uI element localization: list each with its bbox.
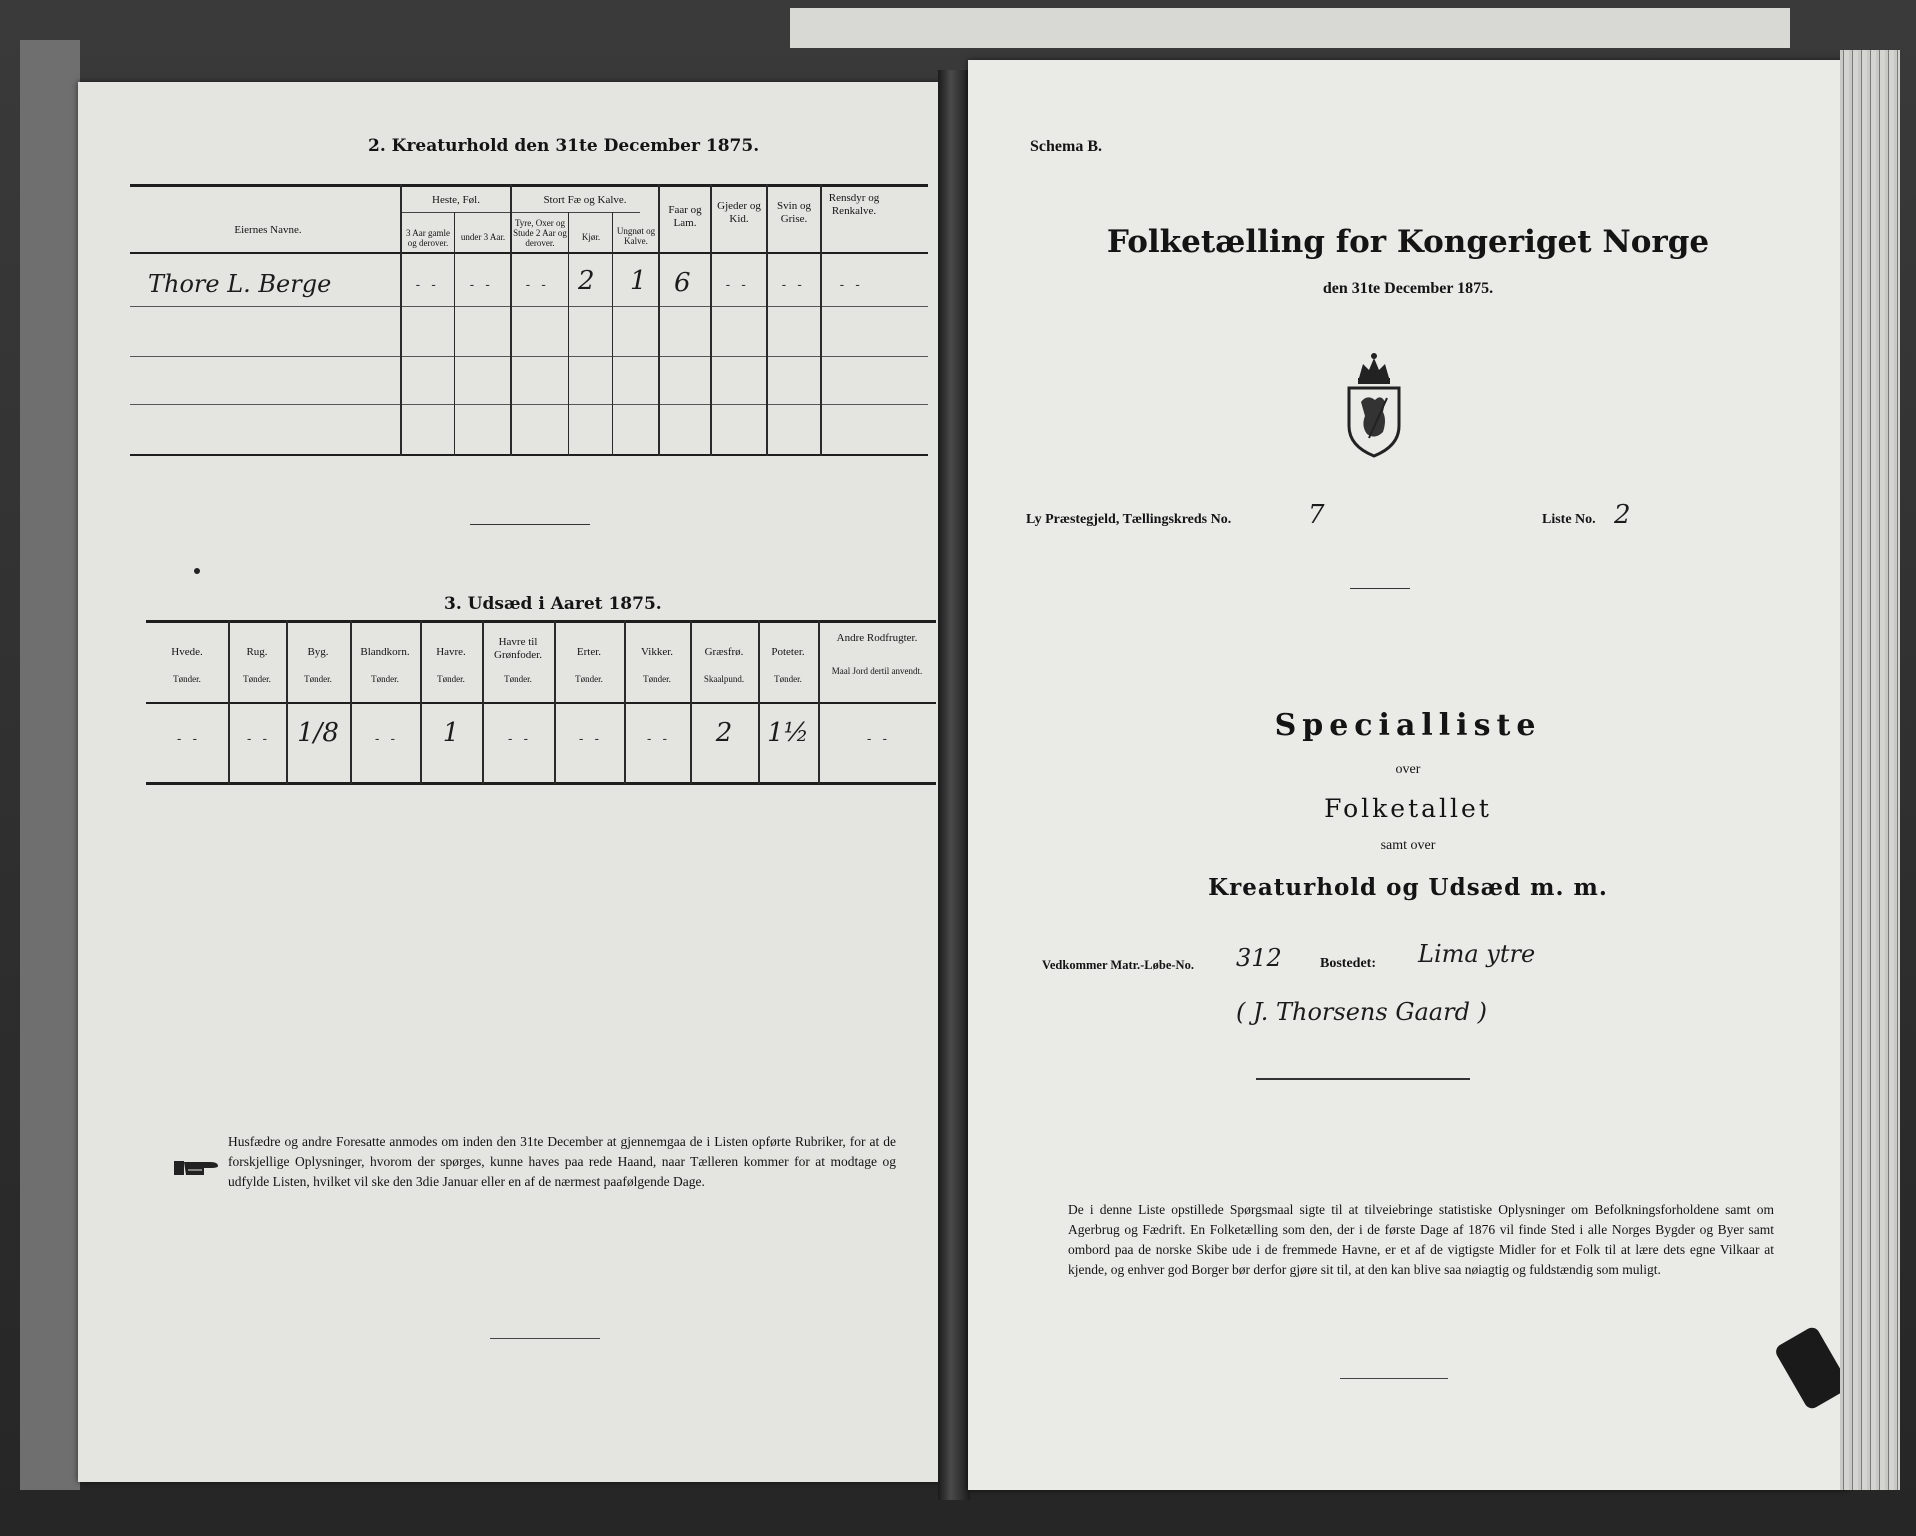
- gaard-value: ( J. Thorsens Gaard ): [1236, 998, 1487, 1026]
- table3-col-divider: [554, 620, 556, 784]
- udsaed-value-cell: 1/8: [297, 718, 339, 748]
- schema-label: Schema B.: [1030, 138, 1102, 155]
- footer-rule: [490, 1338, 600, 1339]
- left-page: [78, 82, 940, 1482]
- liste-label: Liste No.: [1542, 512, 1596, 527]
- udsaed-col-unit: Tønder.: [304, 674, 332, 684]
- table2-bottom-rule: [130, 454, 928, 456]
- page-edge-left: [20, 40, 80, 1490]
- prestegjeld-label: Ly Præstegjeld, Tællingskreds No.: [1026, 512, 1232, 527]
- group-heste-header: Heste, Føl.: [432, 194, 480, 206]
- col-owner-header: Eiernes Navne.: [234, 224, 302, 236]
- footer-rule: [1340, 1378, 1448, 1379]
- table3-col-divider: [350, 620, 352, 784]
- udsaed-value-cell: 2: [715, 718, 733, 748]
- ungnot-cell: 1: [630, 266, 647, 296]
- footer-explanation: De i denne Liste opstillede Spørgsmaal sigte til at tilveiebringe statistiske Oplysninger om Befolkningsforholdene samt om Agerbrug og Fædrift. En Folketælling som den, der i de første Dage af 1876 vil finde Sted i alle Norges Bygder og Byer samt ombord paa de norske Skibe ude i de fremmede Havne, er et af de vigtigste Midler for et Folk til at lære dets egne Vilkaar at kjende, og enhver god Borger bør derfor gjøre sit til, at den kan blive saa nøiagtig og fuldstændig som muligt.: [1068, 1202, 1774, 1277]
- udsaed-value-cell: - -: [245, 732, 269, 747]
- table3-col-divider: [228, 620, 230, 784]
- kjor-cell: 2: [578, 266, 595, 296]
- separator-rule: [470, 524, 590, 525]
- udsaed-col-unit: Tønder.: [243, 674, 271, 684]
- udsaed-col-unit: Tønder.: [575, 674, 603, 684]
- stacked-page-edges: [1840, 50, 1900, 1490]
- udsaed-value-cell: - -: [577, 732, 601, 747]
- pointing-hand-icon: [174, 1156, 220, 1178]
- udsaed-col-unit: Tønder.: [504, 674, 532, 684]
- udsaed-col-unit: Tønder.: [173, 674, 201, 684]
- matr-label: Vedkommer Matr.-Løbe-No.: [1042, 958, 1194, 972]
- owner-name-cell: Thore L. Berge: [148, 270, 332, 298]
- udsaed-value-cell: - -: [175, 732, 199, 747]
- book-spine: [938, 70, 970, 1500]
- census-date: den 31te December 1875.: [1322, 280, 1494, 297]
- rensdyr-cell: - -: [838, 278, 862, 293]
- liste-no-value: 2: [1614, 500, 1631, 530]
- udsaed-value-cell: - -: [865, 732, 889, 747]
- table2-subheader-rule: [400, 212, 640, 213]
- table2-col-divider: [454, 212, 455, 456]
- udsaed-col-unit: Skaalpund.: [703, 674, 745, 684]
- udsaed-col-header: Byg.: [307, 646, 329, 658]
- udsaed-col-header: Erter.: [576, 646, 602, 658]
- udsaed-col-unit: Tønder.: [437, 674, 465, 684]
- separator-rule: [1256, 1078, 1470, 1080]
- udsaed-col-header: Blandkorn.: [360, 646, 410, 658]
- table3-col-divider: [286, 620, 288, 784]
- census-title: Folketælling for Kongeriget Norge: [1106, 224, 1710, 260]
- udsaed-col-header: Hvede.: [171, 646, 203, 658]
- table2-row-rule: [130, 404, 928, 405]
- udsaed-col-header: Andre Rodfrugter.: [836, 632, 918, 644]
- udsaed-col-header: Græsfrø.: [704, 646, 744, 658]
- ink-dot: [194, 568, 200, 574]
- udsaed-col-unit: Tønder.: [774, 674, 802, 684]
- udsaed-col-header: Vikker.: [640, 646, 674, 658]
- udsaed-col-unit: Tønder.: [371, 674, 399, 684]
- udsaed-value-cell: - -: [506, 732, 530, 747]
- separator-rule: [1350, 588, 1410, 589]
- udsaed-col-unit: Maal Jord dertil anvendt.: [831, 666, 923, 676]
- udsaed-col-header: Havre til Grønfoder.: [494, 636, 542, 661]
- udsaed-value-cell: 1½: [767, 718, 809, 748]
- over-text-1: over: [1395, 762, 1421, 777]
- right-page: [968, 60, 1848, 1490]
- table2-header-rule: [130, 252, 928, 254]
- page-edge-top: [790, 8, 1790, 48]
- col-heste-3aar-header: 3 Aar gamle og derover.: [406, 228, 450, 248]
- section3-title: 3. Udsæd i Aaret 1875.: [444, 594, 662, 614]
- udsaed-col-header: Poteter.: [771, 646, 805, 658]
- svin-cell: - -: [780, 278, 804, 293]
- table3-col-divider: [624, 620, 626, 784]
- col-gjeder-header: Gjeder og Kid.: [717, 200, 761, 225]
- col-kjor-header: Kjør.: [581, 232, 601, 242]
- table3-col-divider: [420, 620, 422, 784]
- bostedet-value: Lima ytre: [1418, 940, 1536, 968]
- udsaed-col-header: Rug.: [246, 646, 268, 658]
- heste-under-cell: - -: [468, 278, 492, 293]
- group-stortfae-header: Stort Fæ og Kalve.: [543, 194, 627, 206]
- faar-cell: 6: [674, 268, 691, 298]
- samt-over-text: samt over: [1380, 838, 1436, 853]
- table2-row-rule: [130, 356, 928, 357]
- norway-coat-of-arms: [1343, 350, 1405, 458]
- folketallet-heading: Folketallet: [1324, 794, 1492, 823]
- col-faar-header: Faar og Lam.: [668, 204, 702, 229]
- bostedet-label: Bostedet:: [1320, 956, 1376, 971]
- udsaed-value-cell: - -: [645, 732, 669, 747]
- col-ungnot-header: Ungnøt og Kalve.: [616, 226, 656, 246]
- section2-title: 2. Kreaturhold den 31te December 1875.: [368, 136, 760, 156]
- table2-top-rule: [130, 184, 928, 187]
- col-rensdyr-header: Rensdyr og Renkalve.: [828, 192, 880, 217]
- tyre-cell: - -: [524, 278, 548, 293]
- gjeder-cell: - -: [724, 278, 748, 293]
- udsaed-value-cell: - -: [373, 732, 397, 747]
- col-svin-header: Svin og Grise.: [777, 200, 811, 225]
- table2-col-divider: [568, 212, 569, 456]
- table2-col-divider: [612, 212, 613, 456]
- matr-no-value: 312: [1236, 944, 1282, 972]
- table2-col-divider: [820, 184, 822, 456]
- table2-row-rule: [130, 306, 928, 307]
- table3-col-divider: [690, 620, 692, 784]
- table3-col-divider: [758, 620, 760, 784]
- col-tyre-header: Tyre, Oxer og Stude 2 Aar og derover.: [513, 218, 567, 248]
- kreds-no-value: 7: [1308, 500, 1325, 530]
- udsaed-col-unit: Tønder.: [643, 674, 671, 684]
- table2-col-divider: [400, 184, 402, 456]
- specialliste-heading: Specialliste: [1274, 708, 1542, 743]
- col-heste-under-header: under 3 Aar.: [460, 232, 506, 242]
- kreaturhold-heading: Kreaturhold og Udsæd m. m.: [1208, 874, 1608, 901]
- notice-text: Husfædre og andre Foresatte anmodes om inden den 31te December at gjennemgaa de i Listen opførte Rubriker, for at de forskjellige Oplysninger, hvorom der spørges, kunne haves paa rede Haand, naar Tælleren kommer for at modtage og udfylde Listen, hvilket vil ske den 3die Januar eller en af de nærmest paafølgende Dage.: [228, 1134, 896, 1189]
- heste-3aar-cell: - -: [414, 278, 438, 293]
- udsaed-col-header: Havre.: [436, 646, 466, 658]
- udsaed-value-cell: 1: [442, 718, 460, 748]
